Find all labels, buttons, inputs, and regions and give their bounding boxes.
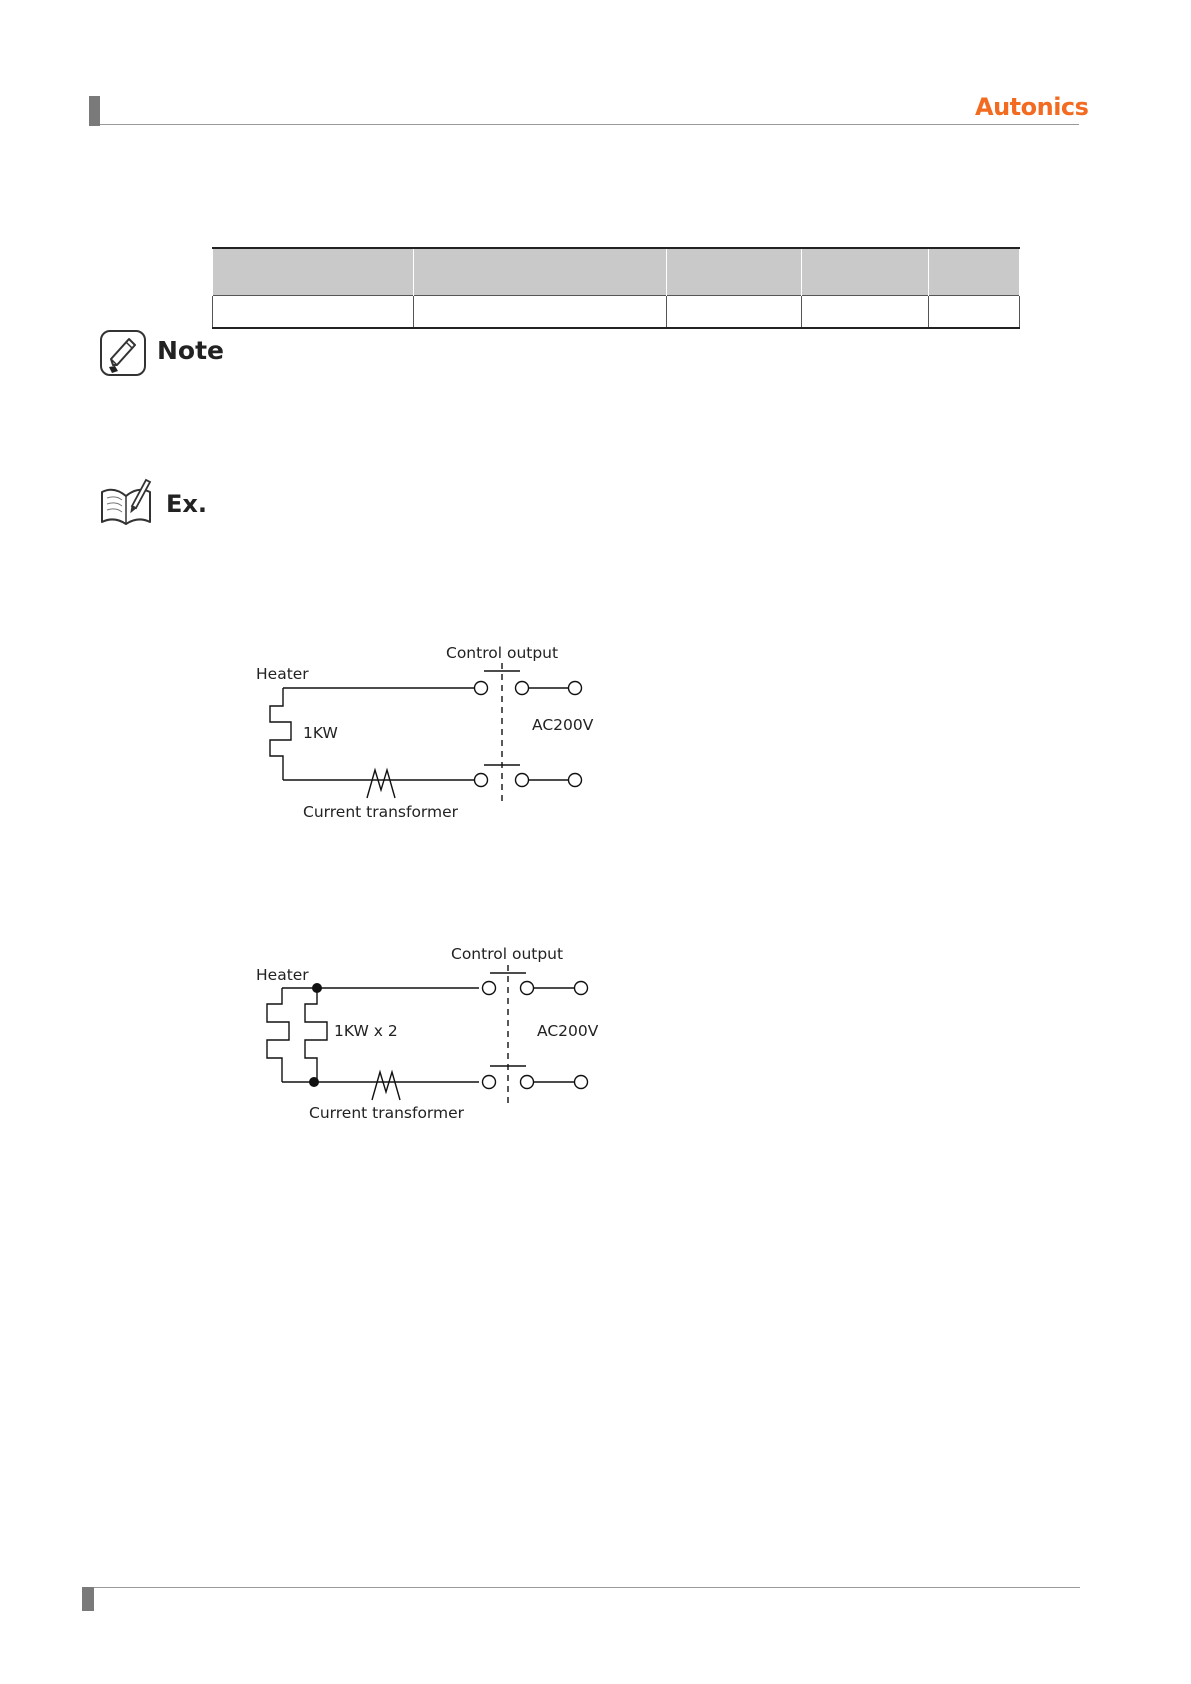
brand-logo: Autonics (975, 93, 1089, 121)
supply-voltage-label: AC200V (537, 1022, 599, 1040)
heater-label: Heater (256, 966, 309, 984)
note-label: Note (157, 336, 225, 365)
control-output-label: Control output (451, 945, 564, 963)
control-output-label: Control output (446, 644, 559, 662)
footer-bar (82, 1587, 94, 1611)
current-transformer-label: Current transformer (309, 1104, 465, 1122)
example-label: Ex. (166, 490, 207, 518)
heater-rating-label: 1KW (303, 724, 338, 742)
heater-label: Heater (256, 665, 309, 683)
heater-rating-label: 1KW x 2 (334, 1022, 398, 1040)
current-transformer-label: Current transformer (303, 803, 459, 821)
footer-rule (94, 1587, 1080, 1588)
supply-voltage-label: AC200V (532, 716, 594, 734)
